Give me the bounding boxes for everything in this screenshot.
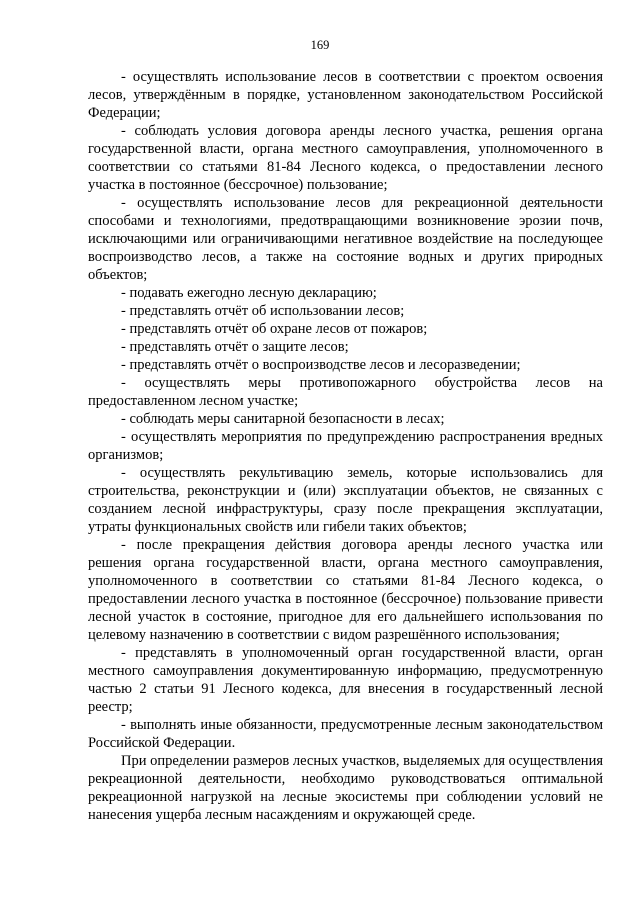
body-text [88, 68, 603, 824]
paragraph: - соблюдать условия договора аренды лесного участка, решения органа государственной власти, органа местного самоуправления, уполномоченного в соответствии со статьями 81-84 Лесного кодекса, о предоставлении лесного участка в постоянное (бессрочное) пользование; [88, 123, 603, 193]
paragraph: - представлять в уполномоченный орган государственной власти, орган местного самоуправления документированную информацию, предусмотренную частью 2 статьи 91 Лесного кодекса, для внесения в государственный лесной реестр; [88, 645, 603, 715]
paragraph: - после прекращения действия договора аренды лесного участка или решения органа государственной власти, органа местного самоуправления, уполномоченного в соответствии со статьями 81-84 Лесного кодекса, о предоставлении лесного участка в постоянное (бессрочное) пользование привести лесной участок в состояние, пригодное для его дальнейшего использования по целевому назначению в соответствии с видом разрешённого использования; [88, 537, 603, 643]
paragraph: - осуществлять использование лесов в соответствии с проектом освоения лесов, утверждённым в порядке, установленном законодательством Российской Федерации; [88, 69, 603, 121]
paragraph: - осуществлять мероприятия по предупреждению распространения вредных организмов; [88, 429, 603, 463]
paragraph: - выполнять иные обязанности, предусмотренные лесным законодательством Российской Федерации. [88, 717, 603, 751]
paragraph: - подавать ежегодно лесную декларацию; [121, 285, 377, 301]
paragraph: - представлять отчёт о воспроизводстве лесов и лесоразведении; [121, 357, 521, 373]
paragraph: - осуществлять рекультивацию земель, которые использовались для строительства, реконструкции и (или) эксплуатации объектов, не связанных с созданием лесной инфраструктуры, сразу после прекращения эксплуатации, утраты функциональных свойств или гибели таких объектов; [88, 465, 603, 535]
paragraph: - представлять отчёт об охране лесов от пожаров; [121, 321, 428, 337]
paragraph: При определении размеров лесных участков, выделяемых для осуществления рекреационной деятельности, необходимо руководствоваться оптимальной рекреационной нагрузкой на лесные экосистемы при соблюдении условий не нанесения ущерба лесным насаждениям и окружающей среде. [88, 753, 603, 823]
paragraph: - осуществлять использование лесов для рекреационной деятельности способами и технологиями, предотвращающими возникновение эрозии почв, исключающими или ограничивающими негативное воздействие на последующее воспроизводство лесов, а также на состояние водных и других природных объектов; [88, 195, 603, 283]
paragraph: - соблюдать меры санитарной безопасности в лесах; [121, 411, 445, 427]
paragraph: - представлять отчёт об использовании лесов; [121, 303, 405, 319]
paragraph: - осуществлять меры противопожарного обустройства лесов на предоставленном лесном участке; [88, 375, 603, 409]
page-number: 169 [310, 38, 330, 52]
paragraph: - представлять отчёт о защите лесов; [121, 339, 349, 355]
